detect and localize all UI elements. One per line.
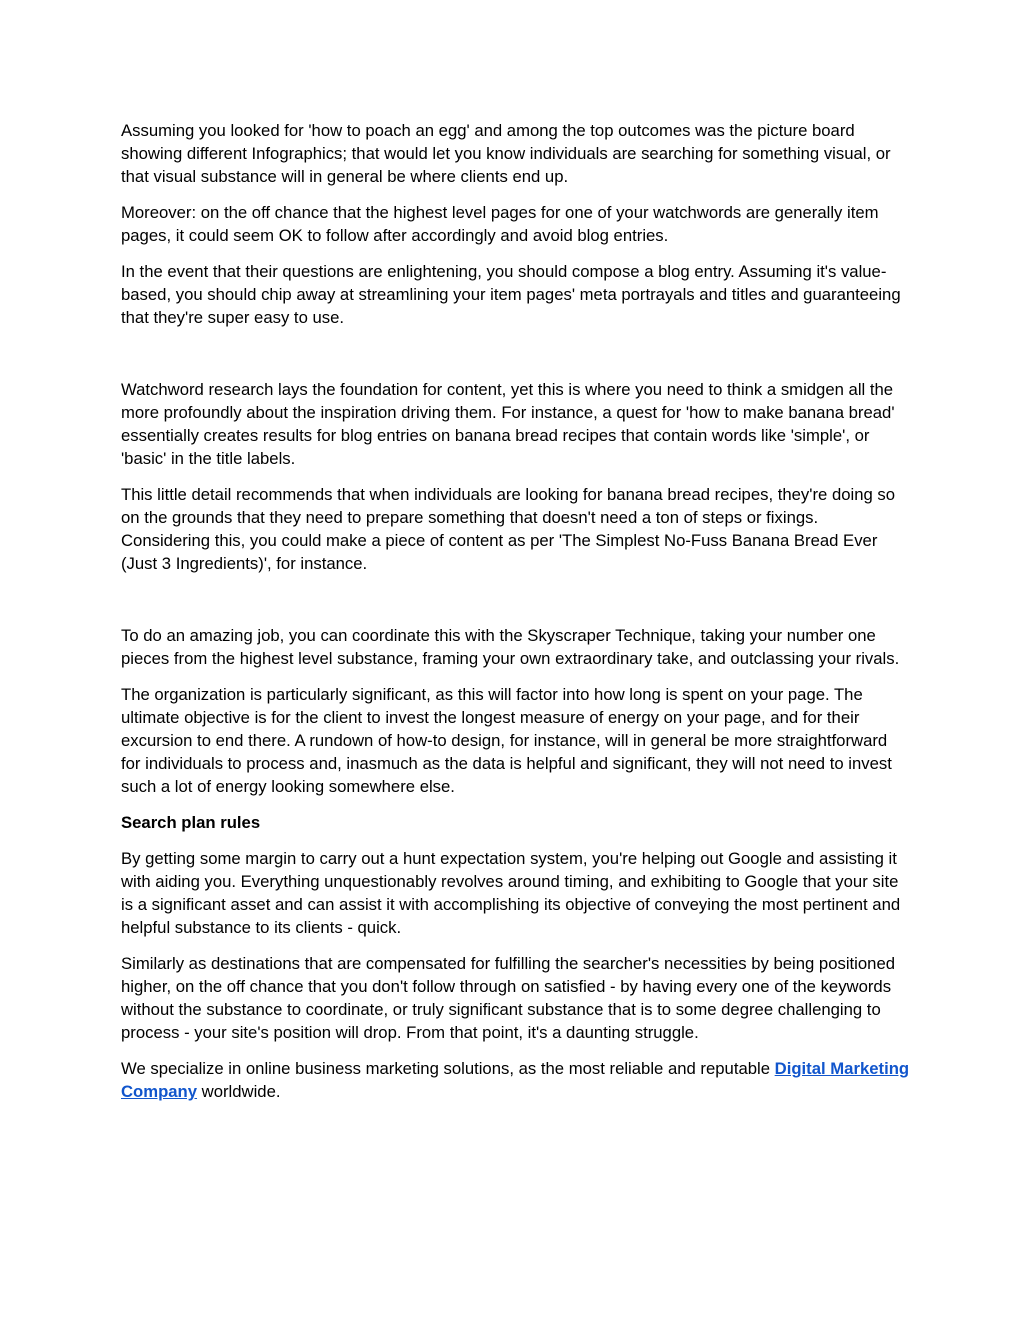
paragraph-hunt-expectation: By getting some margin to carry out a hunt expectation system, you're helping out Google and assisting it with aiding you. Everything unquestionably revolves around timing, and exhibiting to Google that your site is a significant asset and can assist it with accomplishing its objective of conveying the most pertinent and helpful substance to its clients - quick. [121,849,901,937]
section-heading: Search plan rules [121,813,261,832]
digital-marketing-link[interactable]: Digital Marketing Company [121,1059,910,1101]
closing-text-before: We specialize in online business marketing solutions, as the most reliable and reputable [121,1059,775,1078]
section-gap [121,588,911,624]
paragraph-organization: The organization is particularly significant, as this will factor into how long is spent on your page. The ultimate objective is for the client to invest the longest measure of energy on your page, and for their excursion to end there. A rundown of how-to design, for instance, will in general be more straightforward for individuals to process and, inasmuch as the data is helpful and significant, they will not need to invest such a lot of energy looking somewhere else. [121,685,892,796]
closing-text-after: worldwide. [197,1082,281,1101]
paragraph-watchword-research: Watchword research lays the foundation for content, yet this is where you need to think a smidgen all the more profoundly about the inspiration driving them. For instance, a quest for 'how to make banana bread' essentially creates results for blog entries on banana bread recipes that contain words like 'simple', or 'basic' in the title labels. [121,380,895,468]
paragraph-egg-infographics: Assuming you looked for 'how to poach an egg' and among the top outcomes was the picture board showing different Infographics; that would let you know individuals are searching for something visual, or that visual substance will in general be where clients end up. [121,121,891,186]
section-gap [121,342,911,378]
document-page [121,119,911,1116]
paragraph-skyscraper: To do an amazing job, you can coordinate this with the Skyscraper Technique, taking your number one pieces from the highest level substance, framing your own extraordinary take, and outclassing your rivals. [121,626,900,668]
paragraph-destinations: Similarly as destinations that are compensated for fulfilling the searcher's necessities by being positioned higher, on the off chance that you don't follow through on satisfied - by having every one of the keywords without the substance to coordinate, or truly significant substance that is to some degree challenging to process - your site's position will drop. From that point, it's a daunting struggle. [121,954,896,1042]
paragraph-blog-entry: In the event that their questions are enlightening, you should compose a blog entry. Assuming it's value-based, you should chip away at streamlining your item pages' meta portrayals and titles and guaranteeing that they're super easy to use. [121,262,901,327]
paragraph-closing [121,1057,911,1103]
paragraph-item-pages: Moreover: on the off chance that the highest level pages for one of your watchwords are generally item pages, it could seem OK to follow after accordingly and avoid blog entries. [121,203,879,245]
paragraph-banana-bread: This little detail recommends that when individuals are looking for banana bread recipes, they're doing so on the grounds that they need to prepare something that doesn't need a ton of steps or fixings. Considering this, you could make a piece of content as per 'The Simplest No-Fuss Banana Bread Ever (Just 3 Ingredients)', for instance. [121,485,896,573]
